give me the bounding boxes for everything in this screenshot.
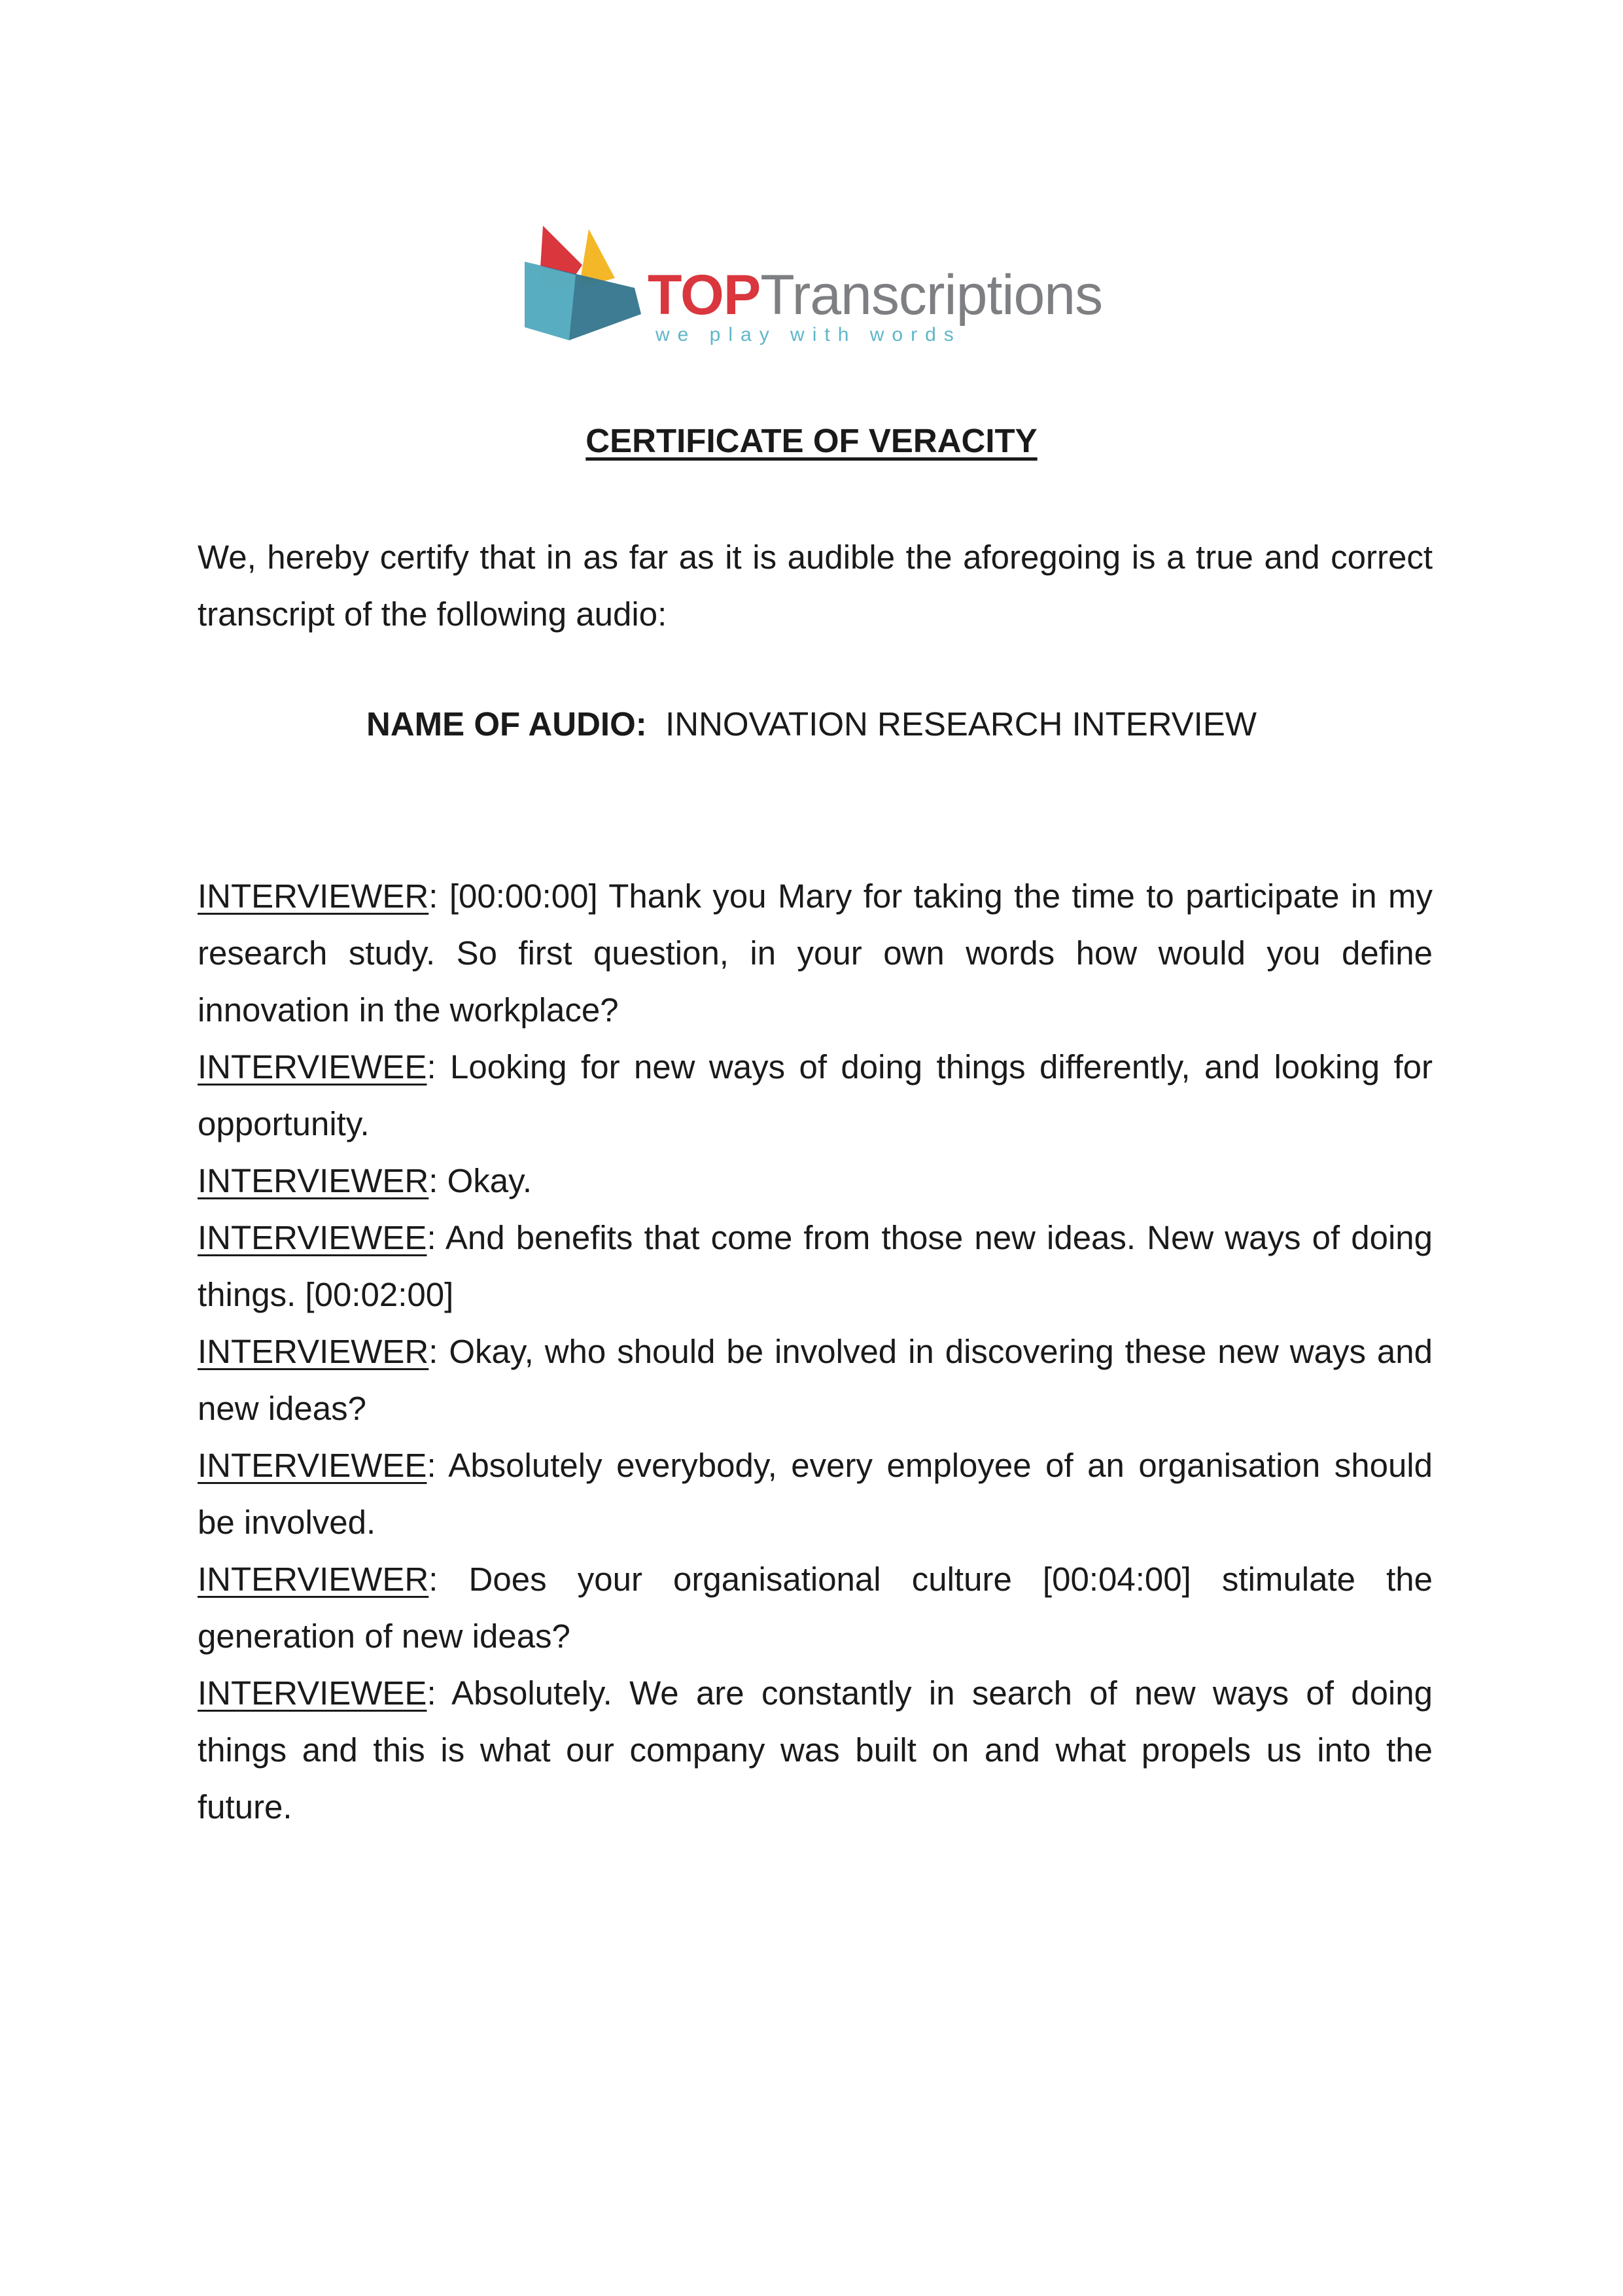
transcript-turn [198,1551,1433,1665]
audio-name-line [0,705,1623,744]
speaker-label: INTERVIEWEE [198,1447,427,1484]
transcript-turn [198,868,1433,1038]
turn-text: : Absolutely everybody, every employee of an organisation should be involved. [198,1447,1433,1541]
speaker-label: INTERVIEWER [198,1162,429,1199]
speaker-label: INTERVIEWEE [198,1219,427,1256]
transcript-turn [198,1152,1433,1209]
turn-text: : Looking for new ways of doing things differently, and looking for opportunity. [198,1048,1433,1142]
speaker-label: INTERVIEWEE [198,1048,427,1086]
transcript-turn [198,1437,1433,1551]
speaker-label: INTERVIEWER [198,1333,429,1370]
transcript-turn [198,1323,1433,1437]
transcript-turn [198,1209,1433,1323]
logo-sails-icon [517,216,648,347]
logo-wordmark [648,264,1103,327]
speaker-label: INTERVIEWEE [198,1674,427,1712]
turn-text: : Okay. [428,1162,532,1199]
turn-text: : Absolutely. We are constantly in search of new ways of doing things and this is what our company was built on and what propels us into the future. [198,1674,1433,1826]
company-logo [517,209,1106,360]
logo-brand-top: TOP [648,264,761,327]
logo-tagline: we play with words [655,324,962,345]
turn-text: : Does your organisational culture [00:04:00] stimulate the generation of new ideas? [198,1561,1433,1655]
speaker-label: INTERVIEWER [198,877,429,915]
turn-text: : And benefits that come from those new ideas. New ways of doing things. [00:02:00] [198,1219,1433,1313]
logo-brand-rest: Transcriptions [760,264,1103,327]
speaker-label: INTERVIEWER [198,1561,429,1598]
turn-text: : [00:00:00] Thank you Mary for taking the time to participate in my research study. So first question, in your own words how would you define innovation in the workplace? [198,877,1433,1029]
transcript-turn [198,1038,1433,1152]
transcript-body [198,868,1433,1835]
audio-name-value: INNOVATION RESEARCH INTERVIEW [665,705,1257,743]
document-title [0,421,1623,461]
document-title-text: CERTIFICATE OF VERACITY [585,422,1038,459]
transcript-turn [198,1665,1433,1835]
certification-statement: We, hereby certify that in as far as it is audible the aforegoing is a true and correct transcript of the following audio: [198,539,1433,633]
turn-text: : Okay, who should be involved in discovering these new ways and new ideas? [198,1333,1433,1427]
audio-name-label: NAME OF AUDIO: [366,705,647,743]
